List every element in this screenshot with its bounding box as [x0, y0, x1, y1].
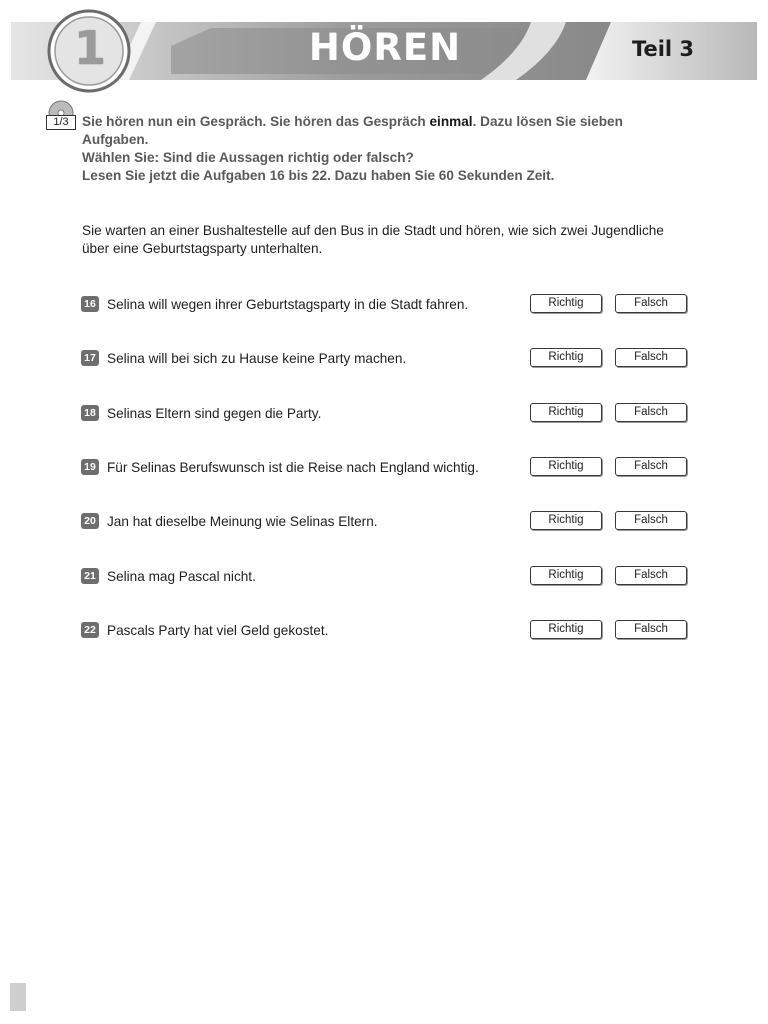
instruction-line-2: Wählen Sie: Sind die Aussagen richtig oder falsch? — [82, 150, 414, 165]
task-number: 19 — [81, 459, 99, 475]
task-item — [81, 405, 691, 427]
falsch-option[interactable]: Falsch — [615, 457, 687, 476]
instruction-line-3: Lesen Sie jetzt die Aufgaben 16 bis 22. Dazu haben Sie 60 Sekunden Zeit. — [82, 168, 555, 183]
task-item — [81, 459, 691, 481]
task-number: 20 — [81, 513, 99, 529]
instruction-text: Sie hören nun ein Gespräch. Sie hören das Gespräch — [82, 114, 430, 129]
falsch-option[interactable]: Falsch — [615, 511, 687, 530]
richtig-option[interactable]: Richtig — [530, 620, 602, 639]
richtig-option[interactable]: Richtig — [530, 457, 602, 476]
instruction-emphasis: einmal — [429, 114, 473, 129]
task-number: 22 — [81, 622, 99, 638]
page-edge-marker — [10, 983, 26, 1011]
richtig-option[interactable]: Richtig — [530, 294, 602, 313]
falsch-option[interactable]: Falsch — [615, 294, 687, 313]
unit-number: 1 — [73, 21, 106, 75]
task-item — [81, 513, 691, 535]
task-item — [81, 568, 691, 590]
task-statement: Selinas Eltern sind gegen die Party. — [107, 406, 322, 421]
part-label: Teil 3 — [631, 37, 695, 61]
richtig-option[interactable]: Richtig — [530, 511, 602, 530]
task-number: 16 — [81, 296, 99, 312]
task-item — [81, 350, 691, 372]
task-item — [81, 296, 691, 318]
falsch-option[interactable]: Falsch — [615, 348, 687, 367]
richtig-option[interactable]: Richtig — [530, 403, 602, 422]
task-instructions — [82, 113, 682, 185]
situation-description: Sie warten an einer Bushaltestelle auf den Bus in die Stadt und hören, wie sich zwei Jugendliche über eine Geburtstagsparty unterhalten. — [82, 223, 664, 256]
audio-track-label: 1/3 — [46, 115, 76, 130]
task-statement: Selina will bei sich zu Hause keine Party machen. — [107, 351, 407, 366]
task-item — [81, 622, 691, 644]
instruction-line-1 — [82, 113, 682, 149]
task-statement: Pascals Party hat viel Geld gekostet. — [107, 623, 329, 638]
falsch-option[interactable]: Falsch — [615, 566, 687, 585]
falsch-option[interactable]: Falsch — [615, 403, 687, 422]
task-statement: Jan hat dieselbe Meinung wie Selinas Eltern. — [107, 514, 378, 529]
task-statement: Für Selinas Berufswunsch ist die Reise nach England wichtig. — [107, 460, 479, 475]
task-statement: Selina mag Pascal nicht. — [107, 569, 256, 584]
task-number: 17 — [81, 350, 99, 366]
task-number: 21 — [81, 568, 99, 584]
richtig-option[interactable]: Richtig — [530, 566, 602, 585]
section-title: HÖREN — [308, 26, 462, 69]
instruction-text: . Dazu lösen Sie sieben Aufgaben. — [82, 114, 623, 147]
falsch-option[interactable]: Falsch — [615, 620, 687, 639]
task-number: 18 — [81, 405, 99, 421]
task-statement: Selina will wegen ihrer Geburtstagsparty in die Stadt fahren. — [107, 297, 469, 312]
richtig-option[interactable]: Richtig — [530, 348, 602, 367]
